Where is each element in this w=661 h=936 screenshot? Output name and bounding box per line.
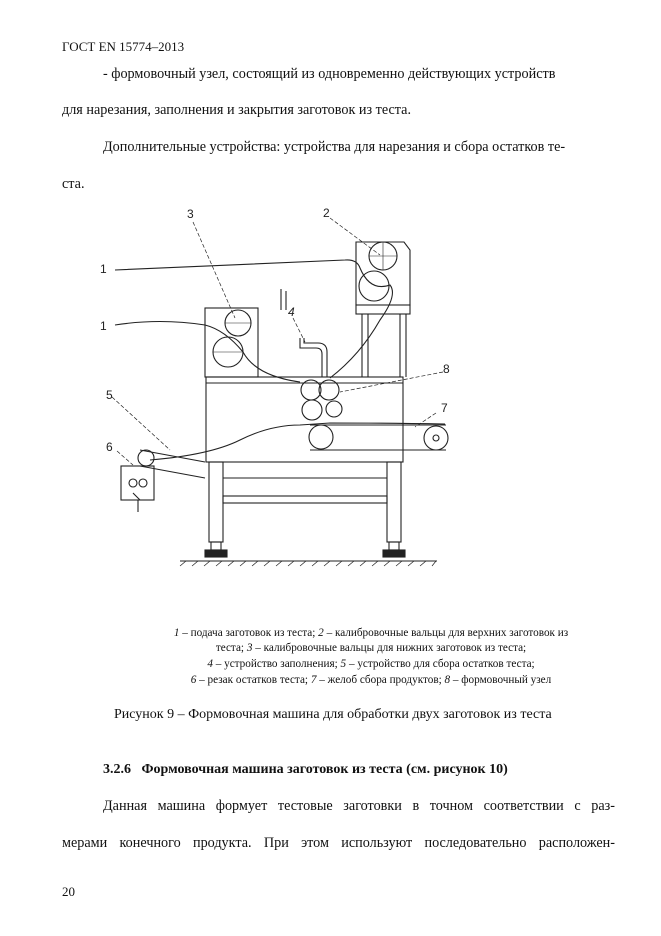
figure-label-6: 6 [106,440,113,454]
figure-label-1: 1 [100,262,107,276]
upper-dough-sheet [115,260,392,378]
scrap-conveyor [140,450,205,462]
section-heading [103,762,508,778]
body-line: Данная машина формует тестовые заготовки в точном соответствии с раз- [103,798,615,814]
section-title: Формовочная машина заготовок из теста (см. рисунок 10) [141,762,508,777]
ground-hatching [180,561,436,566]
figure-legend-line: 1 – подача заготовок из теста; 2 – калибровочные вальцы для верхних заготовок из [173,627,569,639]
document-header: ГОСТ EN 15774–2013 [62,39,185,54]
paragraph-line: - формовочный узел, состоящий из одновременно действующих устройств [103,66,556,82]
figure-label-5: 5 [106,388,113,402]
dough-path [150,423,445,460]
section-number: 3.2.6 [103,762,131,777]
figure-legend-line: теста; 3 – калибровочные вальцы для нижних заготовок из теста; [215,642,527,654]
figure-label-4: 4 [288,305,295,319]
paragraph-line: ста. [62,176,85,192]
figure-label-1: 1 [100,319,107,333]
paragraph-line: для нарезания, заполнения и закрытия заготовок из теста. [62,102,412,118]
left-leg [209,462,223,542]
lower-dough-sheet [115,322,300,383]
page-number: 20 [62,884,75,899]
figure-label-2: 2 [323,206,330,220]
figure-label-7: 7 [441,401,448,415]
right-leg [387,462,401,542]
figure-label-8: 8 [443,362,450,376]
figure-label-3: 3 [187,207,194,221]
cross-bar [223,496,387,503]
body-line: мерами конечного продукта. При этом используют последовательно расположен- [62,835,615,851]
figure-legend-line: 4 – устройство заполнения; 5 – устройство для сбора остатков теста; [207,658,535,670]
paragraph-line: Дополнительные устройства: устройства для нарезания и сбора остатков те- [103,139,566,155]
figure-legend-line: 6 – резак остатков теста; 7 – желоб сбора продуктов; 8 – формовочный узел [190,674,552,686]
machine-body [206,377,403,462]
filling-device-pipe [300,338,322,377]
figure-title: Рисунок 9 – Формовочная машина для обработки двух заготовок из теста [114,707,552,722]
